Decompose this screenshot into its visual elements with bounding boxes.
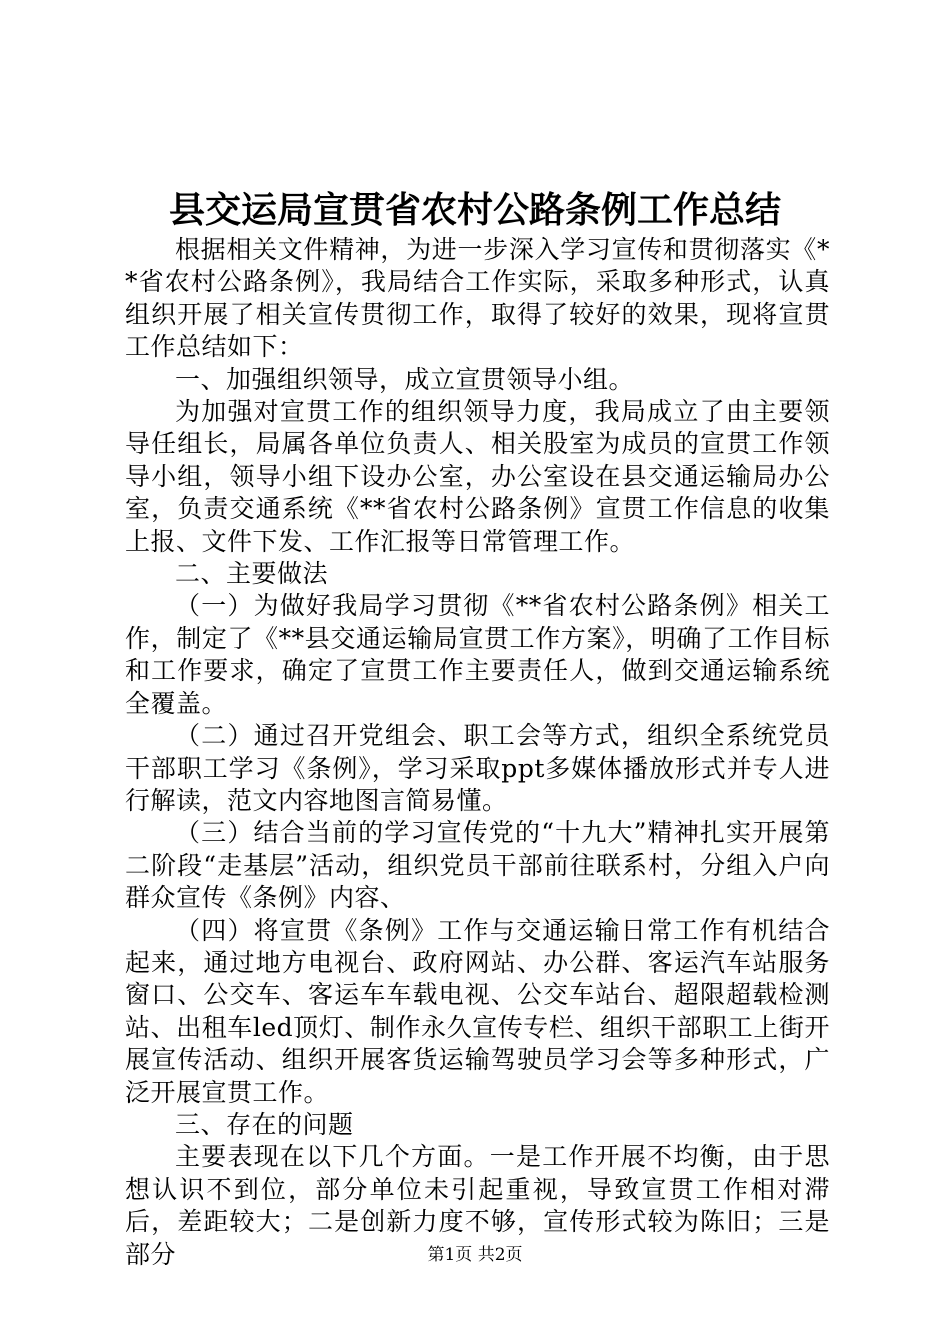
paragraph-item-1: （一）为做好我局学习贯彻《**省农村公路条例》相关工作，制定了《**县交通运输局宣贯工作方案》，明确了工作目标和工作要求，确定了宣贯工作主要责任人，做到交通运输系统全覆盖。 xyxy=(125,591,830,718)
paragraph-item-4: （四）将宣贯《条例》工作与交通运输日常工作有机结合起来，通过地方电视台、政府网站、办公群、客运汽车站服务窗口、公交车、客运车车载电视、公交车站台、超限超载检测站、出租车led顶灯、制作永久宣传专栏、组织干部职工上街开展宣传活动、组织开展客货运输驾驶员学习会等多种形式，广泛开展宣贯工作。 xyxy=(125,915,830,1107)
heading-section-3: 三、存在的问题 xyxy=(175,1109,354,1139)
paragraph-item-2: （二）通过召开党组会、职工会等方式，组织全系统党员干部职工学习《条例》，学习采取ppt多媒体播放形式并专人进行解读，范文内容地图言简易懂。 xyxy=(125,721,830,815)
document-body xyxy=(125,234,830,1271)
page-number-footer: 第1页 共2页 xyxy=(427,1245,523,1265)
document-title: 县交运局宣贯省农村公路条例工作总结 xyxy=(168,189,781,231)
heading-section-2: 二、主要做法 xyxy=(175,559,329,589)
paragraph-intro: 根据相关文件精神，为进一步深入学习宣传和贯彻落实《**省农村公路条例》，我局结合工作实际，采取多种形式，认真组织开展了相关宣传贯彻工作，取得了较好的效果，现将宣贯工作总结如下： xyxy=(125,235,830,362)
paragraph-section-1: 为加强对宣贯工作的组织领导力度，我局成立了由主要领导任组长，局属各单位负责人、相关股室为成员的宣贯工作领导小组，领导小组下设办公室，办公室设在县交通运输局办公室，负责交通系统《**省农村公路条例》宣贯工作信息的收集上报、文件下发、工作汇报等日常管理工作。 xyxy=(125,397,830,556)
paragraph-section-3: 主要表现在以下几个方面。一是工作开展不均衡，由于思想认识不到位，部分单位未引起重视，导致宣贯工作相对滞后，差距较大；二是创新力度不够，宣传形式较为陈旧；三是部分 xyxy=(125,1142,830,1269)
heading-section-1: 一、加强组织领导，成立宣贯领导小组。 xyxy=(175,364,635,394)
paragraph-item-3: （三）结合当前的学习宣传党的“十九大”精神扎实开展第二阶段“走基层”活动，组织党员干部前往联系村，分组入户向群众宣传《条例》内容、 xyxy=(125,818,830,913)
